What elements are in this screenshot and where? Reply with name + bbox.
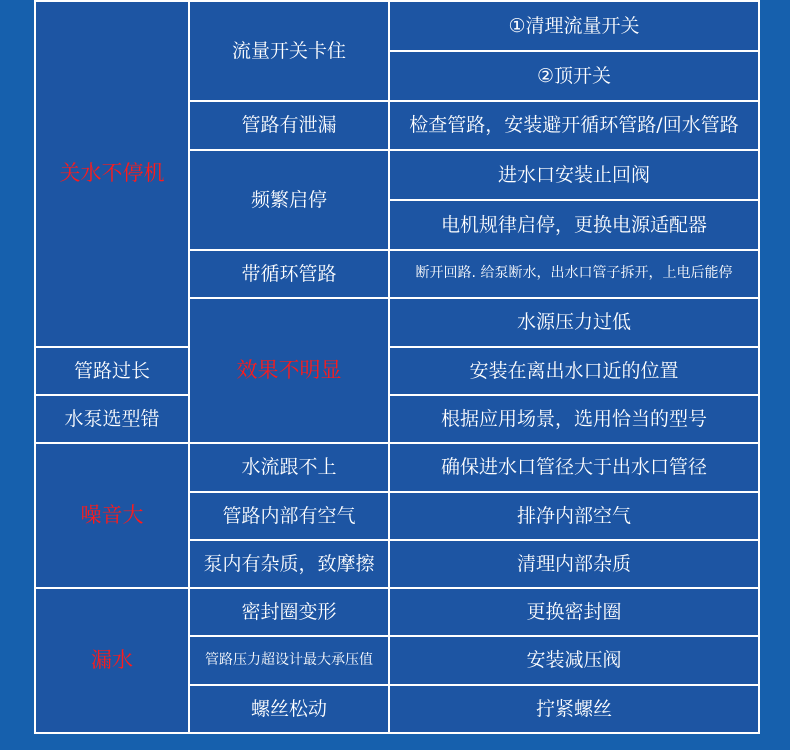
category-cell: 关水不停机 bbox=[35, 1, 189, 347]
table-row bbox=[35, 1, 759, 51]
bottom-margin bbox=[0, 734, 790, 750]
troubleshooting-table bbox=[34, 0, 760, 734]
table-row bbox=[35, 347, 759, 395]
solution-cell: 清理内部杂质 bbox=[389, 540, 759, 588]
table-row bbox=[35, 395, 759, 443]
cause-cell: 螺丝松动 bbox=[189, 685, 389, 733]
solution-cell: 安装在离出水口近的位置 bbox=[389, 347, 759, 395]
solution-cell: 确保进水口管径大于出水口管径 bbox=[389, 443, 759, 492]
table-row bbox=[35, 588, 759, 636]
solution-cell: 根据应用场景，选用恰当的型号 bbox=[389, 395, 759, 443]
solution-cell: 进水口安装止回阀 bbox=[389, 150, 759, 200]
cause-cell: 水泵选型错 bbox=[35, 395, 189, 443]
cause-cell: 密封圈变形 bbox=[189, 588, 389, 636]
cause-cell: 管路有泄漏 bbox=[189, 101, 389, 150]
cause-cell: 泵内有杂质，致摩擦 bbox=[189, 540, 389, 588]
solution-cell: ①清理流量开关 bbox=[389, 1, 759, 51]
category-cell: 效果不明显 bbox=[189, 298, 389, 443]
solution-cell: 电机规律启停，更换电源适配器 bbox=[389, 200, 759, 250]
category-cell: 漏水 bbox=[35, 588, 189, 733]
solution-cell: ②顶开关 bbox=[389, 51, 759, 101]
cause-cell: 流量开关卡住 bbox=[189, 1, 389, 101]
cause-cell: 带循环管路 bbox=[189, 250, 389, 298]
cause-cell: 管路过长 bbox=[35, 347, 189, 395]
solution-cell: 拧紧螺丝 bbox=[389, 685, 759, 733]
solution-cell: 检查管路，安装避开循环管路/回水管路 bbox=[389, 101, 759, 150]
solution-cell: 断开回路. 给泵断水，出水口管子拆开，上电后能停 bbox=[389, 250, 759, 298]
solution-cell: 更换密封圈 bbox=[389, 588, 759, 636]
cause-cell: 管路压力超设计最大承压值 bbox=[189, 636, 389, 685]
cause-cell: 水源压力过低 bbox=[389, 298, 759, 347]
category-cell: 噪音大 bbox=[35, 443, 189, 588]
cause-cell: 水流跟不上 bbox=[189, 443, 389, 492]
solution-cell: 安装减压阀 bbox=[389, 636, 759, 685]
cause-cell: 频繁启停 bbox=[189, 150, 389, 250]
cause-cell: 管路内部有空气 bbox=[189, 492, 389, 540]
table-row bbox=[35, 443, 759, 492]
solution-cell: 排净内部空气 bbox=[389, 492, 759, 540]
